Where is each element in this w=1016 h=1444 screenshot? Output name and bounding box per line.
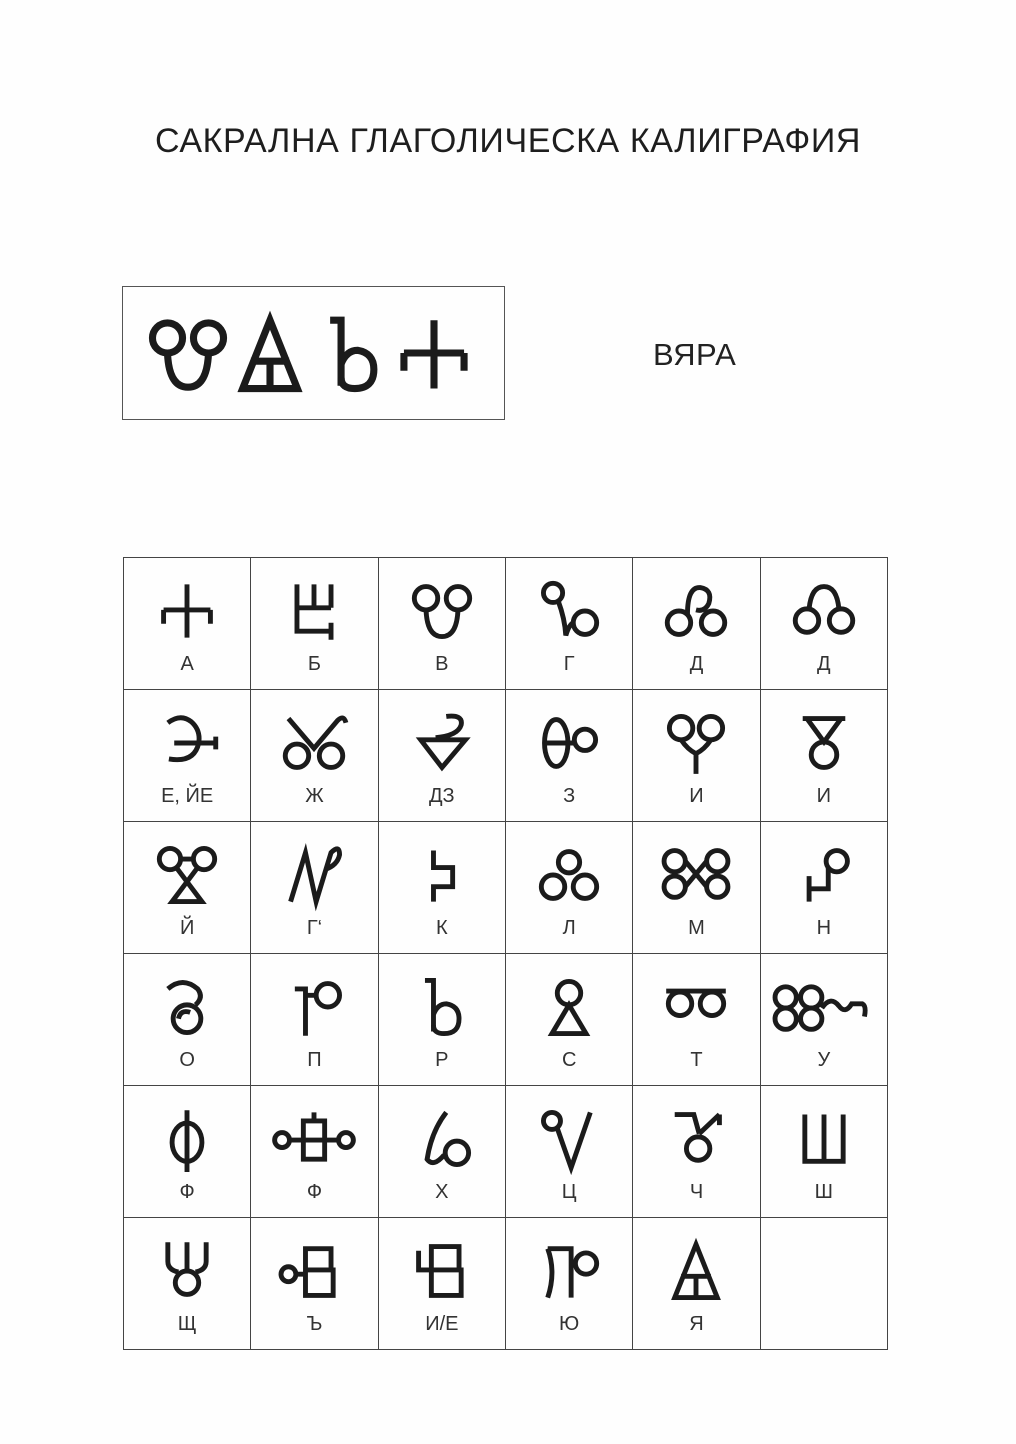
alphabet-cell xyxy=(251,1086,378,1218)
alphabet-cell xyxy=(506,690,633,822)
letter-label: Ю xyxy=(559,1313,580,1335)
letter-label: С xyxy=(561,1049,577,1071)
letter-label: Б xyxy=(307,653,322,675)
empty-cell xyxy=(761,1218,888,1350)
letter-label: И/Е xyxy=(425,1313,459,1335)
alphabet-cell xyxy=(761,822,888,954)
letter-label: Р xyxy=(435,1049,449,1071)
alphabet-cell xyxy=(761,690,888,822)
letter-label: Ф xyxy=(306,1181,323,1203)
letter-label: Н xyxy=(816,917,832,939)
letter-label: Т xyxy=(690,1049,703,1071)
letter-label: Щ xyxy=(177,1313,197,1335)
alphabet-cell xyxy=(761,558,888,690)
letter-label: Г xyxy=(563,653,575,675)
alphabet-cell xyxy=(124,690,251,822)
alphabet-cell xyxy=(506,1086,633,1218)
glagolitic-az-icon xyxy=(393,312,475,394)
alphabet-cell xyxy=(251,558,378,690)
letter-label: Е, ЙЕ xyxy=(161,785,214,807)
glagolitic-fert-icon xyxy=(142,1106,232,1172)
glagolitic-yer-icon xyxy=(269,1238,359,1304)
page-title: САКРАЛНА ГЛАГОЛИЧЕСКА КАЛИГРАФИЯ xyxy=(154,122,862,160)
glagolitic-rtsi-icon xyxy=(311,312,393,394)
glagolitic-glagoli-icon xyxy=(524,578,614,644)
alphabet-cell xyxy=(124,954,251,1086)
letter-label: М xyxy=(688,917,705,939)
letter-label: Х xyxy=(435,1181,449,1203)
glagolitic-az-icon xyxy=(142,578,232,644)
alphabet-cell xyxy=(124,1086,251,1218)
alphabet-cell xyxy=(379,558,506,690)
letter-label: Ч xyxy=(689,1181,704,1203)
letter-label: Ф xyxy=(179,1181,195,1203)
glagolitic-i-icon xyxy=(779,710,869,776)
letter-label: У xyxy=(817,1049,831,1071)
glagolitic-djervi-icon xyxy=(142,842,232,908)
alphabet-cell xyxy=(251,954,378,1086)
alphabet-cell xyxy=(761,1086,888,1218)
glagolitic-dobro-icon xyxy=(651,578,741,644)
alphabet-cell xyxy=(761,954,888,1086)
glagolitic-tverdo-icon xyxy=(651,974,741,1040)
glagolitic-on-icon xyxy=(142,974,232,1040)
letter-label: В xyxy=(435,653,449,675)
letter-label: Й xyxy=(179,917,195,939)
letter-label: А xyxy=(180,653,194,675)
alphabet-cell xyxy=(124,558,251,690)
glagolitic-tsi-icon xyxy=(524,1106,614,1172)
glagolitic-dzelo-icon xyxy=(397,710,487,776)
alphabet-cell xyxy=(633,954,760,1086)
glagolitic-yat-icon xyxy=(229,312,311,394)
glagolitic-dobro-variant-icon xyxy=(779,578,869,644)
alphabet-cell xyxy=(379,1086,506,1218)
letter-label: Ъ xyxy=(306,1313,323,1335)
glagolitic-est-icon xyxy=(142,710,232,776)
letter-label: О xyxy=(179,1049,195,1071)
alphabet-cell xyxy=(251,690,378,822)
glagolitic-vedi-icon xyxy=(147,312,229,394)
alphabet-cell xyxy=(633,690,760,822)
glagolitic-yat-icon xyxy=(651,1238,741,1304)
glagolitic-zemlja-icon xyxy=(524,710,614,776)
letter-label: Л xyxy=(562,917,576,939)
glagolitic-ljudie-icon xyxy=(524,842,614,908)
glagolitic-gerv-icon xyxy=(269,842,359,908)
alphabet-cell xyxy=(506,558,633,690)
alphabet-cell xyxy=(633,822,760,954)
letter-label: Ш xyxy=(814,1181,833,1203)
alphabet-cell xyxy=(124,822,251,954)
alphabet-cell xyxy=(124,1218,251,1350)
glagolitic-rtsi-icon xyxy=(397,974,487,1040)
glagolitic-slovo-icon xyxy=(524,974,614,1040)
alphabet-cell xyxy=(379,822,506,954)
letter-label: З xyxy=(563,785,576,807)
glagolitic-yu-icon xyxy=(524,1238,614,1304)
alphabet-cell xyxy=(379,1218,506,1350)
alphabet-cell xyxy=(633,558,760,690)
alphabet-cell xyxy=(506,822,633,954)
glagolitic-sha-icon xyxy=(779,1106,869,1172)
alphabet-cell xyxy=(379,954,506,1086)
letter-label: Д xyxy=(689,653,704,675)
glagolitic-fita-icon xyxy=(269,1106,359,1172)
alphabet-cell xyxy=(633,1086,760,1218)
glagolitic-cherv-icon xyxy=(651,1106,741,1172)
glagolitic-buki-icon xyxy=(269,578,359,644)
glagolitic-shta-icon xyxy=(142,1238,232,1304)
glagolitic-izhe-icon xyxy=(651,710,741,776)
letter-label: ДЗ xyxy=(429,785,455,807)
glagolitic-vedi-icon xyxy=(397,578,487,644)
glagolitic-zhivete-icon xyxy=(269,710,359,776)
letter-label: Г‘ xyxy=(306,917,323,939)
glagolitic-kako-icon xyxy=(397,842,487,908)
glagolitic-mislete-icon xyxy=(651,842,741,908)
alphabet-cell xyxy=(506,954,633,1086)
letter-label: Ж xyxy=(305,785,324,807)
letter-label: П xyxy=(307,1049,322,1071)
letter-label: К xyxy=(436,917,448,939)
alphabet-cell xyxy=(633,1218,760,1350)
letter-label: И xyxy=(816,785,832,807)
alphabet-table xyxy=(123,557,888,1350)
letter-label: И xyxy=(689,785,704,807)
alphabet-cell xyxy=(379,690,506,822)
letter-label: Ц xyxy=(561,1181,577,1203)
glagolitic-pokoj-icon xyxy=(269,974,359,1040)
alphabet-cell xyxy=(251,1218,378,1350)
alphabet-cell xyxy=(506,1218,633,1350)
word-translation: ВЯРА xyxy=(653,337,737,372)
glagolitic-kher-icon xyxy=(397,1106,487,1172)
letter-label: Д xyxy=(817,653,831,675)
letter-label: Я xyxy=(689,1313,704,1335)
glagolitic-word-box xyxy=(122,286,505,420)
glagolitic-nash-icon xyxy=(779,842,869,908)
glagolitic-yeri-icon xyxy=(397,1238,487,1304)
alphabet-cell xyxy=(251,822,378,954)
glagolitic-uk-icon xyxy=(779,974,869,1040)
